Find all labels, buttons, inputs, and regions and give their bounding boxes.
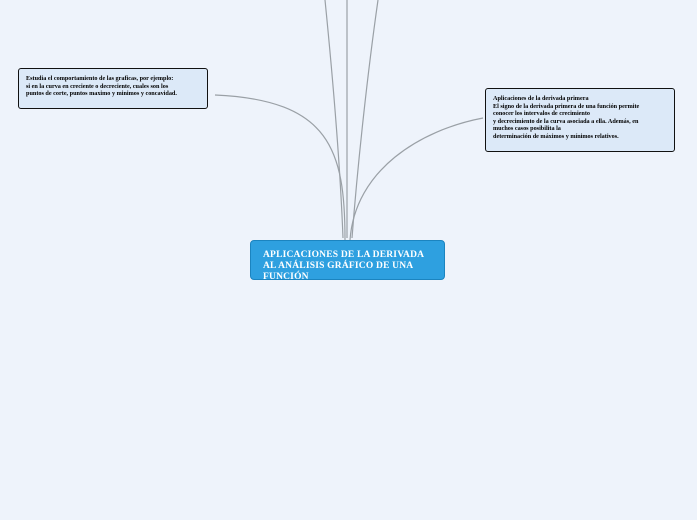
connector-top-right [352, 0, 378, 238]
branch-right-line-6: determinación de máximos y mínimos relativos. [493, 132, 619, 140]
branch-right-line-3: conocer los intervalos de crecimiento [493, 110, 591, 118]
connector-right [350, 118, 483, 240]
branch-right-line-1: Aplicaciones de la derivada primera [493, 95, 589, 102]
branch-left-line-2: si en la curva en creciente o decreciente, cuales son los [26, 82, 169, 90]
branch-right-line-2: El signo de la derivada primera de una función permite [493, 102, 640, 110]
branch-node-left[interactable] [18, 68, 208, 109]
connector-top-left [325, 0, 343, 238]
central-topic-node[interactable]: APLICACIONES DE LA DERIVADA AL ANÁLISIS GRÁFICO DE UNA FUNCIÓN [250, 240, 445, 280]
branch-right-line-5: muchos casos posibilita la [493, 125, 561, 133]
connector-left [215, 95, 345, 240]
branch-node-right[interactable] [485, 88, 675, 152]
branch-right-line-4: y decrecimiento de la curva asociada a ella. Además, en [493, 117, 639, 125]
branch-left-line-1: Estudia el comportamiento de las graficas, por ejemplo: [26, 75, 174, 82]
branch-left-line-3: puntos de corte, puntos maximo y minimos y concavidad. [26, 90, 177, 98]
